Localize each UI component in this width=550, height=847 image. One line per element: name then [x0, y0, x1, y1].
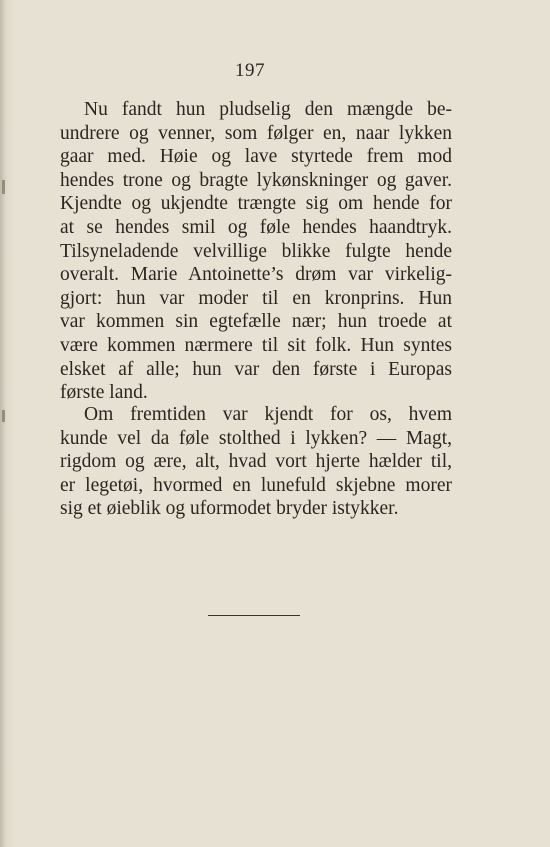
- text-line: sig et øieblik og uformodet bryder istykker.: [60, 498, 399, 520]
- page-number: 197: [235, 60, 265, 81]
- paragraph-1: [60, 98, 452, 405]
- text-line: Kjendte og ukjendte trængte sig om hende for: [60, 193, 452, 215]
- text-line: første land.: [60, 382, 148, 404]
- text-line: elsket af alle; hun var den første i Europas: [60, 358, 452, 380]
- text-line: overalt. Marie Antoinette’s drøm var virkelig-: [60, 264, 452, 286]
- margin-mark: [2, 180, 5, 194]
- text-line: kunde vel da føle stolthed i lykken? — Magt,: [60, 427, 452, 449]
- text-line: hendes trone og bragte lykønskninger og gaver.: [60, 169, 452, 191]
- text-line: Tilsyneladende velvillige blikke fulgte hende: [60, 240, 452, 262]
- text-line: var kommen sin egtefælle nær; hun troede at: [60, 311, 452, 333]
- text-line: rigdom og ære, alt, hvad vort hjerte hælder til,: [60, 451, 452, 473]
- text-line: gjort: hun var moder til en kronprins. Hun: [60, 287, 452, 309]
- margin-mark: [2, 410, 5, 422]
- text-line: Nu fandt hun pludselig den mængde be-: [84, 99, 452, 120]
- text-line: gaar med. Høie og lave styrtede frem mod: [60, 146, 452, 168]
- text-line: undrere og venner, som følger en, naar lykken: [60, 122, 452, 144]
- text-line: Om fremtiden var kjendt for os, hvem: [84, 404, 452, 425]
- text-line: at se hendes smil og føle hendes haandtryk.: [60, 216, 452, 238]
- section-divider: [208, 615, 300, 616]
- text-line: er legetøi, hvormed en lunefuld skjebne morer: [60, 474, 452, 496]
- paragraph-2: [60, 403, 452, 521]
- text-line: være kommen nærmere til sit folk. Hun syntes: [60, 334, 452, 356]
